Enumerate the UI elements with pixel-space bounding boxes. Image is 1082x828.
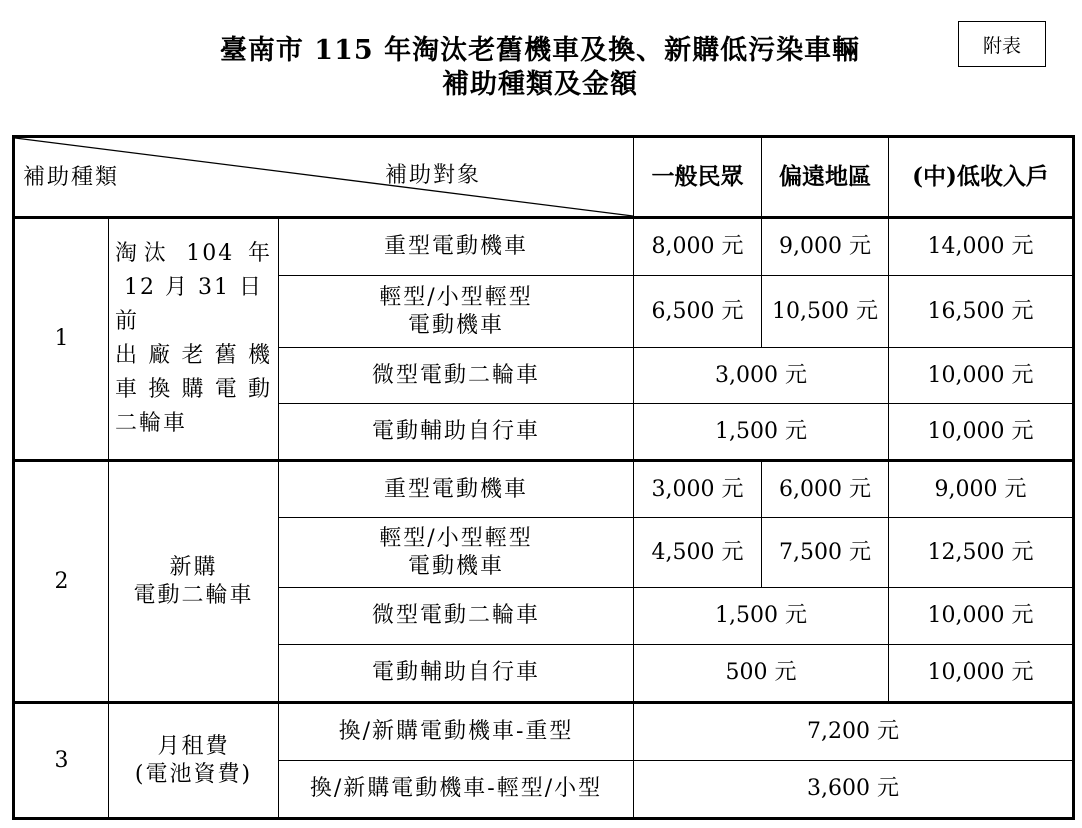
table-header-row (14, 137, 1074, 218)
target-cell: 換/新購電動機車-重型 (279, 703, 634, 761)
amount-general-remote: 1,500 元 (634, 404, 889, 461)
group-description-line: (電池資費) (134, 761, 253, 787)
header-diagonal-cell (14, 137, 634, 218)
target-cell: 換/新購電動機車-輕型/小型 (279, 761, 634, 819)
amount-low-income: 10,000 元 (889, 404, 1074, 461)
table-row (14, 218, 1074, 276)
group-number: 1 (14, 218, 109, 461)
group-description-line: 車換購電動 (115, 377, 272, 403)
group-description (109, 703, 279, 819)
amount-general-remote: 1,500 元 (634, 588, 889, 645)
target-cell: 微型電動二輪車 (279, 588, 634, 645)
amount-remote: 9,000 元 (762, 218, 889, 276)
target-cell (279, 518, 634, 588)
group-description-line: 二輪車 (115, 411, 188, 437)
amount-remote: 10,500 元 (762, 276, 889, 348)
target-cell (279, 276, 634, 348)
header-subsidy-target: 補助對象 (385, 163, 482, 188)
group-number: 3 (14, 703, 109, 819)
amount-general: 3,000 元 (634, 461, 762, 518)
amount-general: 4,500 元 (634, 518, 762, 588)
target-line: 電動機車 (408, 312, 505, 338)
amount-remote: 6,000 元 (762, 461, 889, 518)
group-description-line: 月租費 (157, 734, 230, 759)
target-cell: 重型電動機車 (279, 218, 634, 276)
amount-general: 6,500 元 (634, 276, 762, 348)
target-cell: 微型電動二輪車 (279, 348, 634, 404)
amount-general-remote: 500 元 (634, 645, 889, 703)
amount-remote: 7,500 元 (762, 518, 889, 588)
subsidy-table (12, 135, 1075, 820)
amount-low-income: 10,000 元 (889, 645, 1074, 703)
header-remote-area: 偏遠地區 (762, 137, 889, 218)
group-description-line: 淘汰 104 年 (115, 240, 272, 266)
header-subsidy-type: 補助種類 (23, 165, 120, 190)
target-cell: 電動輔助自行車 (279, 404, 634, 461)
document-title-line1: 臺南市 115 年淘汰老舊機車及換、新購低污染車輛 (219, 35, 861, 66)
amount-low-income: 16,500 元 (889, 276, 1074, 348)
document-title-line2: 補助種類及金額 (442, 69, 638, 100)
annex-label: 附表 (958, 21, 1046, 67)
amount-all: 7,200 元 (634, 703, 1074, 761)
target-cell: 電動輔助自行車 (279, 645, 634, 703)
amount-low-income: 10,000 元 (889, 348, 1074, 404)
amount-low-income: 14,000 元 (889, 218, 1074, 276)
group-description (109, 461, 279, 703)
target-line: 輕型/小型輕型 (379, 526, 533, 551)
group-number: 2 (14, 461, 109, 703)
table-row (14, 461, 1074, 518)
amount-general-remote: 3,000 元 (634, 348, 889, 404)
header-general-public: 一般民眾 (634, 137, 762, 218)
target-line: 電動機車 (408, 553, 505, 579)
amount-low-income: 9,000 元 (889, 461, 1074, 518)
target-line: 輕型/小型輕型 (379, 285, 533, 310)
amount-low-income: 12,500 元 (889, 518, 1074, 588)
amount-all: 3,600 元 (634, 761, 1074, 819)
amount-low-income: 10,000 元 (889, 588, 1074, 645)
table-row (14, 703, 1074, 761)
header-low-income: (中)低收入戶 (889, 137, 1074, 218)
group-description-line: 出廠老舊機 (115, 343, 272, 368)
group-description-line: 電動二輪車 (133, 582, 254, 608)
group-description (109, 218, 279, 461)
target-cell: 重型電動機車 (279, 461, 634, 518)
amount-general: 8,000 元 (634, 218, 762, 276)
group-description-line: 12 月 31 日前 (115, 274, 263, 334)
group-description-line: 新購 (169, 555, 218, 580)
